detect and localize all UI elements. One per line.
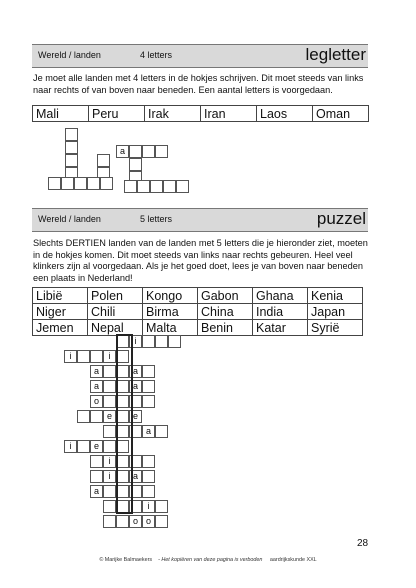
word-cell: Benin <box>198 320 253 336</box>
section-category: Wereld / landen <box>38 214 101 224</box>
grid-cell[interactable]: i <box>64 350 77 363</box>
grid-cell[interactable] <box>65 141 78 154</box>
grid-cell[interactable]: i <box>103 455 116 468</box>
grid-cell[interactable] <box>103 395 116 408</box>
grid-cell[interactable] <box>74 177 87 190</box>
grid-cell[interactable] <box>90 350 103 363</box>
word-cell: Iran <box>201 106 257 122</box>
word-cell: Irak <box>145 106 201 122</box>
word-cell: Mali <box>33 106 89 122</box>
grid-cell[interactable] <box>142 485 155 498</box>
grid-cell[interactable] <box>155 515 168 528</box>
grid-cell[interactable] <box>77 440 90 453</box>
grid-cell[interactable]: o <box>129 515 142 528</box>
answer-column-frame <box>116 334 133 514</box>
word-cell: Niger <box>33 304 88 320</box>
grid-cell[interactable] <box>103 380 116 393</box>
word-cell: Kongo <box>143 288 198 304</box>
grid-cell[interactable] <box>100 177 113 190</box>
grid-cell[interactable]: i <box>103 470 116 483</box>
grid-cell[interactable] <box>155 145 168 158</box>
grid-cell[interactable]: a <box>129 470 142 483</box>
word-cell: Nepal <box>88 320 143 336</box>
grid-cell[interactable] <box>137 180 150 193</box>
grid-cell[interactable] <box>103 485 116 498</box>
word-cell: India <box>253 304 308 320</box>
word-cell: China <box>198 304 253 320</box>
word-list-5-letters <box>32 287 363 336</box>
grid-cell[interactable] <box>103 500 116 513</box>
grid-cell[interactable] <box>155 500 168 513</box>
section-category: Wereld / landen <box>38 50 101 60</box>
grid-cell[interactable]: a <box>142 425 155 438</box>
grid-cell[interactable]: a <box>129 365 142 378</box>
word-cell: Peru <box>89 106 145 122</box>
grid-cell[interactable] <box>129 158 142 171</box>
grid-cell[interactable]: i <box>103 350 116 363</box>
grid-cell[interactable] <box>176 180 189 193</box>
grid-cell[interactable]: o <box>142 515 155 528</box>
grid-cell[interactable] <box>103 515 116 528</box>
word-cell: Gabon <box>198 288 253 304</box>
grid-cell[interactable]: e <box>90 440 103 453</box>
section-title: puzzel <box>316 209 366 228</box>
grid-cell[interactable] <box>65 128 78 141</box>
grid-cell[interactable] <box>155 425 168 438</box>
grid-cell[interactable] <box>103 440 116 453</box>
grid-cell[interactable] <box>142 380 155 393</box>
section-header-4-letters <box>32 44 368 68</box>
grid-cell[interactable] <box>77 350 90 363</box>
grid-cell[interactable] <box>90 470 103 483</box>
grid-cell[interactable]: a <box>90 485 103 498</box>
grid-cell[interactable]: a <box>90 365 103 378</box>
grid-cell[interactable] <box>90 410 103 423</box>
section-header-5-letters <box>32 208 368 232</box>
grid-cell[interactable] <box>77 410 90 423</box>
grid-cell[interactable]: o <box>90 395 103 408</box>
word-cell: Japan <box>308 304 363 320</box>
grid-cell[interactable] <box>142 395 155 408</box>
grid-cell[interactable]: i <box>64 440 77 453</box>
grid-cell[interactable]: a <box>116 145 129 158</box>
grid-cell[interactable]: e <box>129 410 142 423</box>
instructions-4-letters: Je moet alle landen met 4 letters in de hokjes schrijven. Dit moet steeds van links naar rechts of van boven naar beneden. Een aantal letters is voorgedaan. <box>33 73 364 95</box>
grid-cell[interactable] <box>163 180 176 193</box>
footer-brand: aardrijkskunde XXL <box>269 557 317 563</box>
word-cell: Birma <box>143 304 198 320</box>
word-cell: Katar <box>253 320 308 336</box>
word-cell: Libië <box>33 288 88 304</box>
footer-author: © Marijke Balmaekers <box>99 557 153 563</box>
page-footer <box>0 557 416 563</box>
grid-cell[interactable] <box>65 154 78 167</box>
instructions-5-letters: Slechts DERTIEN landen van de landen met 5 letters die je hieronder ziet, moeten in de hokjes komen. Dit moet steeds van links naar rechts gebeuren. Heel veel klinkers zijn al voorgedaan. Als je het goed doet, lees je van boven naar beneden een plaats in Nederland! <box>33 238 368 283</box>
word-list-4-letters <box>32 105 369 122</box>
section-title: legletter <box>305 45 366 64</box>
grid-cell[interactable] <box>142 365 155 378</box>
grid-cell[interactable] <box>61 177 74 190</box>
word-cell: Laos <box>257 106 313 122</box>
grid-cell[interactable] <box>48 177 61 190</box>
grid-cell[interactable] <box>155 335 168 348</box>
word-cell: Jemen <box>33 320 88 336</box>
grid-cell[interactable] <box>87 177 100 190</box>
section-letter-count: 4 letters <box>140 50 173 60</box>
grid-cell[interactable] <box>150 180 163 193</box>
grid-cell[interactable] <box>129 145 142 158</box>
word-cell: Polen <box>88 288 143 304</box>
word-cell: Kenia <box>308 288 363 304</box>
footer-notice: - Het kopiëren van deze pagina is verboden <box>158 557 263 563</box>
page-number: 28 <box>357 538 369 549</box>
word-cell: Oman <box>313 106 369 122</box>
word-cell: Ghana <box>253 288 308 304</box>
grid-cell[interactable] <box>124 180 137 193</box>
grid-cell[interactable] <box>90 455 103 468</box>
grid-cell[interactable]: i <box>142 500 155 513</box>
grid-cell[interactable] <box>116 515 129 528</box>
word-cell: Malta <box>143 320 198 336</box>
word-cell: Syrië <box>308 320 363 336</box>
section-letter-count: 5 letters <box>140 214 173 224</box>
grid-cell[interactable]: e <box>103 410 116 423</box>
grid-cell[interactable]: i <box>129 335 142 348</box>
grid-cell[interactable] <box>168 335 181 348</box>
grid-cell[interactable] <box>142 335 155 348</box>
grid-cell[interactable] <box>97 154 110 167</box>
grid-cell[interactable] <box>103 425 116 438</box>
grid-cell[interactable]: a <box>129 380 142 393</box>
grid-cell[interactable] <box>142 470 155 483</box>
grid-cell[interactable] <box>142 455 155 468</box>
grid-cell[interactable]: a <box>90 380 103 393</box>
word-cell: Chili <box>88 304 143 320</box>
grid-cell[interactable] <box>142 145 155 158</box>
grid-cell[interactable] <box>103 365 116 378</box>
